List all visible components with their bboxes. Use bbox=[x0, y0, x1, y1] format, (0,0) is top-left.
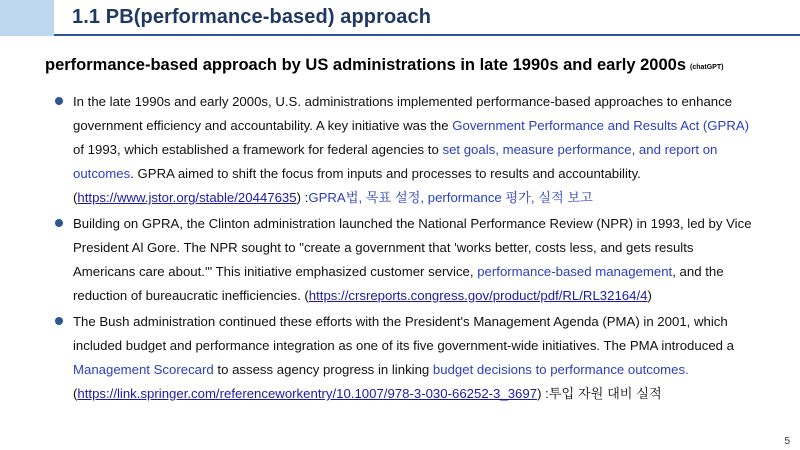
bullet-text: . GPRA aimed to shift the focus from inputs and processes to results and accountability. ( bbox=[73, 166, 641, 205]
link-jstor[interactable]: https://www.jstor.org/stable/20447635 bbox=[77, 190, 297, 205]
bullet-text: of 1993, which established a framework for federal agencies to bbox=[73, 142, 443, 157]
highlight-budget: budget decisions to performance outcomes. bbox=[432, 362, 689, 377]
bullet-dot-icon bbox=[55, 97, 63, 105]
highlight-goals: set goals, measure performance, and report on outcomes bbox=[73, 142, 718, 181]
bullet-text: to assess agency progress in linking bbox=[213, 362, 433, 377]
link-springer[interactable]: https://link.springer.com/referenceworkentry/10.1007/978-3-030-66252-3_3697 bbox=[77, 386, 538, 401]
link-crsreports[interactable]: https://crsreports.congress.gov/product/pdf/RL/RL32164/4 bbox=[308, 288, 648, 303]
highlight-korean-note: GPRA법, 목표 설정, performance 평가, 실적 보고 bbox=[308, 190, 593, 205]
bullet-text: ) :투입 자원 대비 실적 bbox=[537, 386, 662, 401]
bullet-text: Building on GPRA, the Clinton administration launched the National Performance Review (NPR) in 1993, led by Vice President Al Gore. The NPR sought to "create a government that 'works better, costs less, and gets results Americans care about.'" This initiative emphasized customer service, bbox=[73, 216, 752, 279]
subtitle-text: performance-based approach by US administrations in late 1990s and early 2000s bbox=[45, 56, 687, 74]
subtitle bbox=[45, 56, 765, 75]
title-area bbox=[54, 0, 800, 36]
bullet-text: ( bbox=[73, 386, 78, 401]
bullet-text: , and the reduction of bureaucratic inefficiencies. ( bbox=[73, 264, 724, 303]
bullet-pma bbox=[53, 310, 758, 406]
page-number: 5 bbox=[784, 436, 790, 447]
slide-title: 1.1 PB(performance-based) approach bbox=[72, 5, 432, 28]
highlight-pbm: performance-based management bbox=[477, 264, 673, 279]
subtitle-source-note: (chatGPT) bbox=[690, 64, 724, 71]
bullet-gpra bbox=[53, 90, 758, 210]
highlight-gpra: Government Performance and Results Act (GPRA) bbox=[452, 118, 750, 133]
bullet-text: The Bush administration continued these efforts with the President's Management Agenda (PMA) in 2001, which included budget and performance integration as one of its five government-wide initiatives. The PMA introduced a bbox=[73, 314, 734, 353]
header-band bbox=[0, 0, 800, 36]
bullet-npr bbox=[53, 212, 758, 308]
bullet-text: ) : bbox=[296, 190, 309, 205]
bullet-list bbox=[53, 90, 758, 408]
bullet-dot-icon bbox=[55, 317, 63, 325]
bullet-text: ) bbox=[647, 288, 652, 303]
highlight-scorecard: Management Scorecard bbox=[73, 362, 214, 377]
bullet-text: In the late 1990s and early 2000s, U.S. administrations implemented performance-based approaches to enhance government efficiency and accountability. A key initiative was the bbox=[73, 94, 733, 133]
bullet-dot-icon bbox=[55, 219, 63, 227]
header-accent-block bbox=[0, 0, 54, 36]
